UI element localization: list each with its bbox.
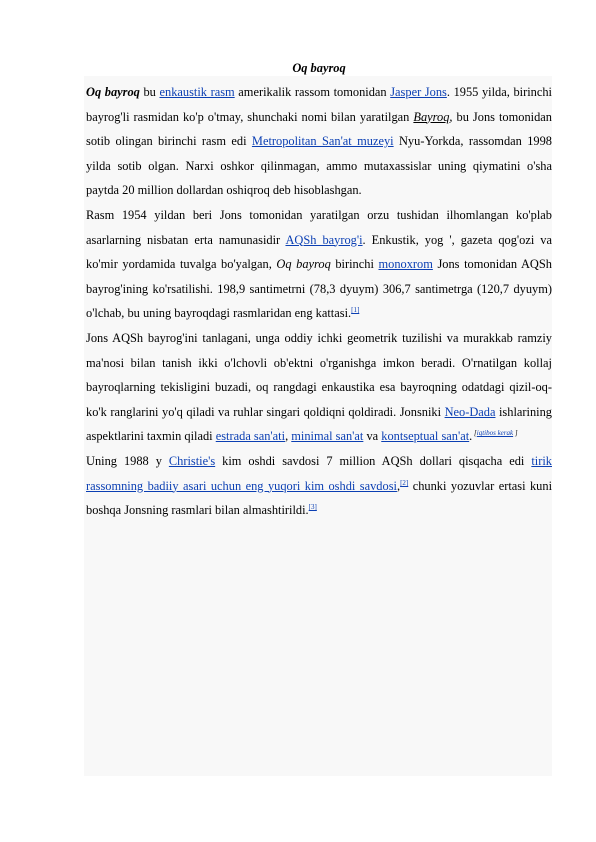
term-oq-bayroq: Oq bayroq (86, 85, 140, 99)
link-conceptual-art[interactable]: kontseptual san'at (381, 429, 470, 444)
reference-3[interactable]: [3] (308, 503, 317, 512)
text: Rasm 1954 yildan beri Jons tomonidan yaratilgan orzu tushidan ilhomlangan ko'plab asarlarning nisbatan erta namunasidir (86, 207, 552, 247)
text: . Enkustik, yog ', gazeta qog'ozi va ko'mir yordamida tuvalga bo'yalgan, (86, 232, 552, 272)
link-jasper-johns[interactable]: Jasper Jons (390, 85, 447, 99)
reference-1[interactable]: [1] (351, 306, 360, 315)
link-minimal-art[interactable]: minimal san'at (291, 429, 364, 444)
text: amerikalik rassom tomonidan (234, 85, 391, 99)
text: bu (139, 85, 160, 99)
text: birinchi (330, 257, 379, 272)
link-pop-art[interactable]: estrada san'ati (215, 429, 286, 444)
citation-needed: [iqtibos kerak ] (472, 429, 518, 438)
text: . (469, 429, 473, 444)
link-encaustic[interactable]: enkaustik rasm (159, 85, 235, 99)
text: , (396, 478, 401, 493)
citation-needed-link[interactable]: iqtibos kerak (476, 429, 514, 438)
text: chunki yozuvlar ertasi kuni boshqa Jonsning rasmlari bilan almashtirildi. (86, 478, 553, 518)
paragraph-description (86, 203, 552, 326)
text: . 1955 yilda, birinchi bayrog'li rasmidan ko'p o'tmay, shunchaki nomi bilan yaratilgan (86, 85, 552, 124)
text: va (363, 429, 382, 444)
text: Nyu-Yorkda, rassomdan 1998 yilda sotib olgan. Narxi oshkor qilinmagan, ammo mutaxassislar uning qiymatini o'sha paytda 20 million dollardan oshiqroq deb hisoblashgan. (86, 134, 552, 198)
term-oq-bayroq-italic: Oq bayroq (276, 257, 331, 272)
text: ishlarining aspektlarini taxmin qiladi (86, 404, 552, 444)
text: Jons tomonidan AQSh bayrog'ining ko'rsatilishi. 198,9 santimetrni (78,3 dyuym) 306,7 santimetrga (120,7 dyuym) o'lchab, bu uning bayroqdagi rasmlaridan eng kattasi. (86, 257, 552, 321)
link-metropolitan-museum[interactable]: Metropolitan San'at muzeyi (251, 134, 394, 149)
link-neo-dada[interactable]: Neo-Dada (444, 404, 496, 419)
link-auction-record[interactable]: tirik rassomning badiiy asari uchun eng yuqori kim oshdi savdosi (86, 453, 552, 493)
article-title: Oq bayroq (292, 61, 346, 75)
paragraph-analysis (86, 326, 552, 449)
paragraph-intro (86, 80, 552, 203)
title-bayroq: Bayroq (413, 109, 450, 124)
reference-2[interactable]: [2] (400, 478, 409, 487)
link-monochrome[interactable]: monoxrom (378, 257, 433, 272)
text: , (285, 429, 292, 444)
link-us-flag[interactable]: AQSh bayrog'i (285, 232, 363, 247)
paragraph-auction (86, 449, 552, 523)
article-content (86, 56, 552, 523)
link-christies[interactable]: Christie's (168, 453, 216, 468)
text: , bu Jons tomonidan sotib olingan birinchi rasm edi (86, 109, 552, 149)
text: Uning 1988 y (86, 453, 169, 468)
text: Jons AQSh bayrog'ini tanlagani, unga oddiy ichki geometrik tuzilishi va murakkab ramziy ma'nosi bilan tanish ikki o'lchovli ob'ektni o'rganishga imkon beradi. O'rnatilgan kollaj bayroqlarning tekisligini buzadi, oq rangdagi enkaustika esa bayroqning odatdagi qizil-oq-ko'k ranglarini yo'q qiladi va ruhlar singari qoldiqni qoldiradi. Jonsniki (86, 330, 552, 419)
text: kim oshdi savdosi 7 million AQSh dollari qisqacha edi (215, 453, 532, 468)
